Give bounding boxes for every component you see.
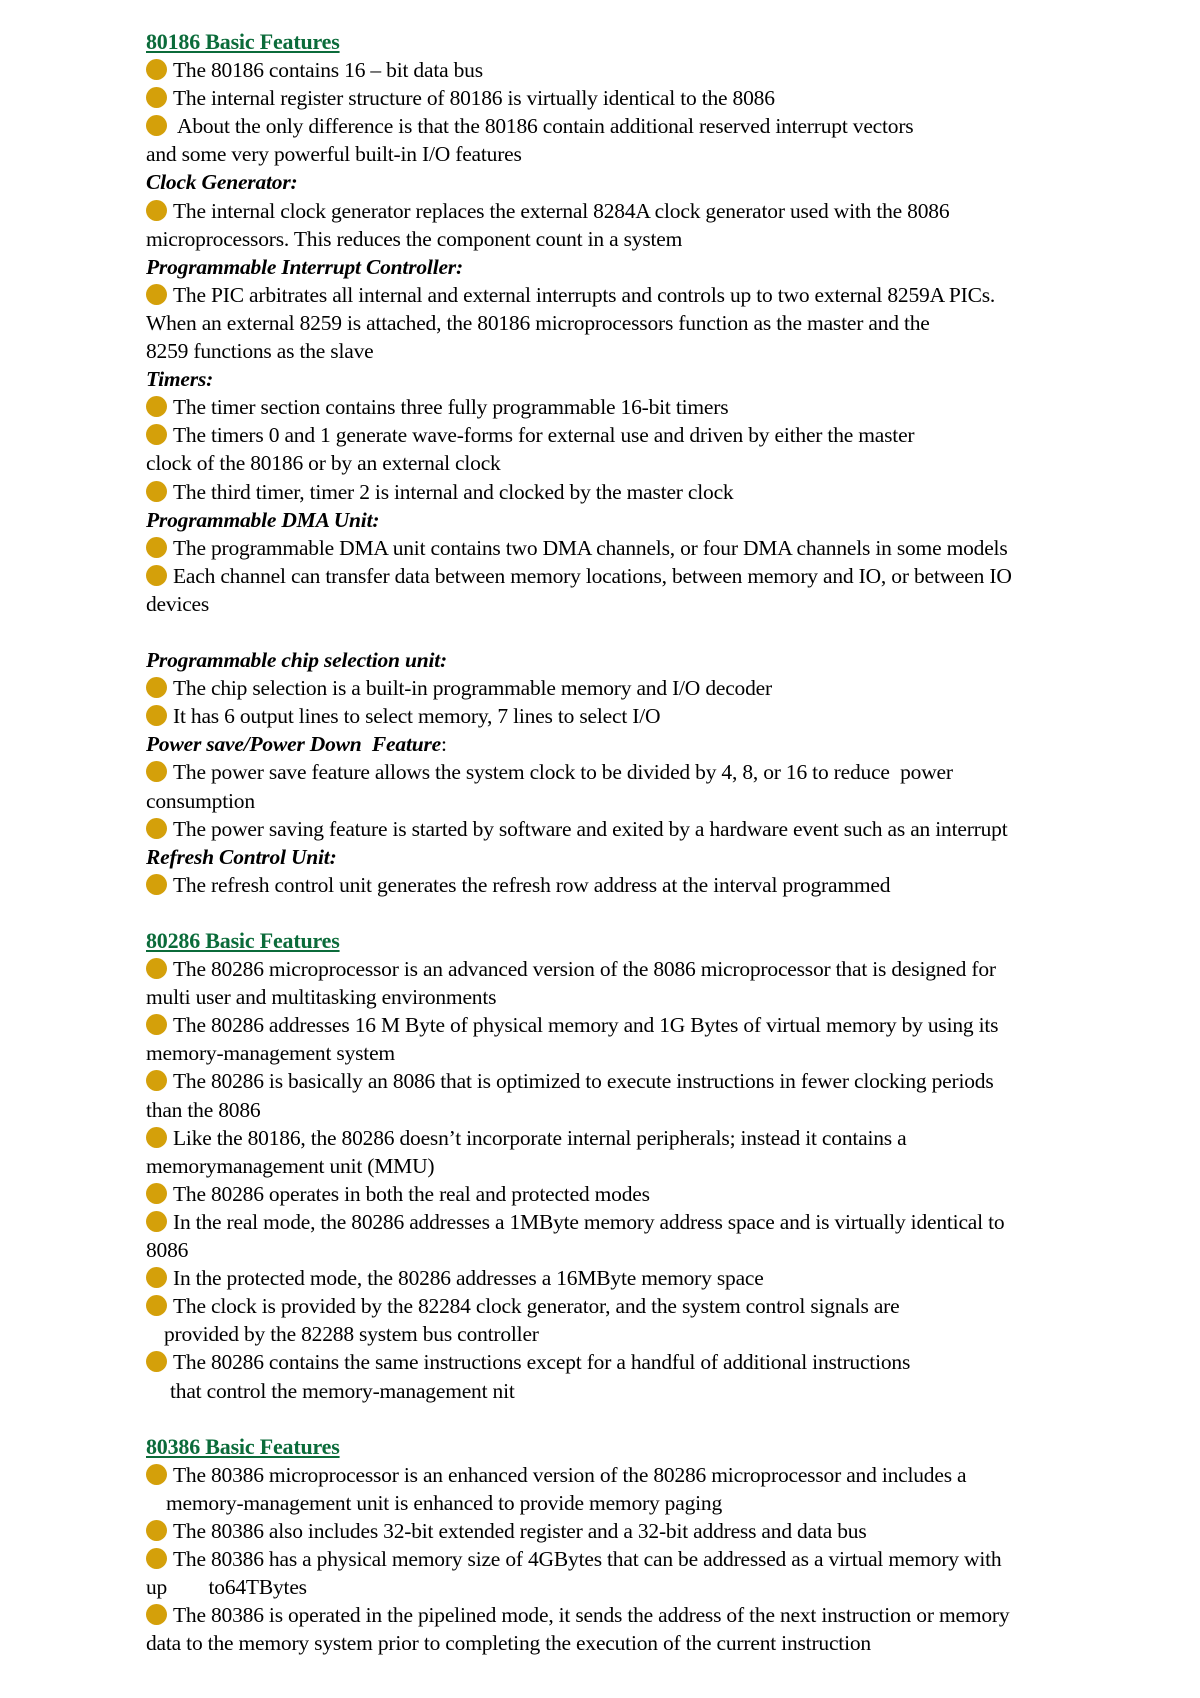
bullet-item (146, 1124, 1156, 1152)
bullet-text: that control the memory-management nit (170, 1378, 515, 1403)
bullet-item (146, 871, 1156, 899)
subheading-text: Programmable Interrupt Controller: (146, 254, 463, 279)
bullet-item (146, 955, 1156, 983)
bullet-text: The PIC arbitrates all internal and external interrupts and controls up to two external 8259A PICs. (173, 282, 996, 307)
bullet-item (146, 84, 1156, 112)
bullet-dot-icon (146, 1548, 167, 1569)
bullet-dot-icon (146, 1520, 167, 1541)
bullet-dot-icon (146, 1183, 167, 1204)
bullet-item (146, 702, 1156, 730)
subheading (146, 506, 1156, 534)
bullet-dot-icon (146, 1211, 167, 1232)
bullet-text: Each channel can transfer data between memory locations, between memory and IO, or between IO (173, 563, 1012, 588)
bullet-continuation (146, 1377, 1156, 1405)
bullet-item (146, 534, 1156, 562)
subheading (146, 365, 1156, 393)
bullet-text: 8086 (146, 1238, 189, 1263)
bullet-item (146, 1545, 1156, 1573)
subheading-text: Clock Generator: (146, 170, 298, 195)
bullet-text: The 80286 addresses 16 M Byte of physical memory and 1G Bytes of virtual memory by using its (173, 1013, 999, 1038)
subheading-text: Programmable DMA Unit: (146, 507, 380, 532)
bullet-text: The programmable DMA unit contains two DMA channels, or four DMA channels in some models (173, 535, 1008, 560)
bullet-text: microprocessors. This reduces the component count in a system (146, 226, 683, 251)
bullet-text: memory-management unit is enhanced to provide memory paging (166, 1490, 722, 1515)
section-heading (146, 1433, 1156, 1461)
bullet-item (146, 815, 1156, 843)
bullet-text: The power saving feature is started by software and exited by a hardware event such as an interrupt (173, 816, 1008, 841)
bullet-dot-icon (146, 481, 167, 502)
bullet-text: The timers 0 and 1 generate wave-forms for external use and driven by either the master (173, 423, 915, 448)
bullet-text: The clock is provided by the 82284 clock generator, and the system control signals are (173, 1294, 900, 1319)
bullet-dot-icon (146, 396, 167, 417)
bullet-text: The 80386 also includes 32-bit extended register and a 32-bit address and data bus (173, 1518, 867, 1543)
bullet-text: The 80386 is operated in the pipelined mode, it sends the address of the next instruction or memory (173, 1603, 1010, 1628)
bullet-text: The 80186 contains 16 – bit data bus (173, 58, 483, 83)
bullet-item (146, 421, 1156, 449)
bullet-text: In the protected mode, the 80286 addresses a 16MByte memory space (173, 1266, 764, 1291)
bullet-text: up to64TBytes (146, 1575, 307, 1600)
bullet-dot-icon (146, 59, 167, 80)
bullet-continuation (146, 1573, 1156, 1601)
subheading-text: Power save/Power Down Feature (146, 732, 441, 757)
bullet-dot-icon (146, 284, 167, 305)
bullet-text: The 80286 contains the same instructions except for a handful of additional instructions (173, 1350, 911, 1375)
bullet-text: The power save feature allows the system clock to be divided by 4, 8, or 16 to reduce power (173, 760, 953, 785)
bullet-dot-icon (146, 705, 167, 726)
bullet-item (146, 56, 1156, 84)
bullet-text: The timer section contains three fully programmable 16-bit timers (173, 395, 729, 420)
bullet-continuation (146, 1629, 1156, 1657)
paragraph-gap (146, 618, 1156, 646)
subheading (146, 843, 1156, 871)
bullet-text: The third timer, timer 2 is internal and clocked by the master clock (173, 479, 734, 504)
bullet-text: than the 8086 (146, 1097, 261, 1122)
bullet-continuation (146, 1320, 1156, 1348)
bullet-text: The chip selection is a built-in programmable memory and I/O decoder (173, 676, 772, 701)
bullet-text: The 80286 operates in both the real and protected modes (173, 1181, 650, 1206)
bullet-continuation (146, 337, 1156, 365)
bullet-text: multi user and multitasking environments (146, 985, 497, 1010)
bullet-continuation (146, 1039, 1156, 1067)
bullet-dot-icon (146, 1295, 167, 1316)
bullet-item (146, 562, 1156, 590)
bullet-text: devices (146, 591, 210, 616)
bullet-dot-icon (146, 1351, 167, 1372)
bullet-dot-icon (146, 200, 167, 221)
subheading (146, 730, 1156, 758)
bullet-text: The 80386 microprocessor is an enhanced version of the 80286 microprocessor and includes a (173, 1462, 967, 1487)
bullet-dot-icon (146, 1604, 167, 1625)
section-heading-text: 80186 Basic Features (146, 29, 340, 54)
bullet-dot-icon (146, 1014, 167, 1035)
bullet-continuation (146, 1236, 1156, 1264)
bullet-item (146, 197, 1156, 225)
bullet-dot-icon (146, 1070, 167, 1091)
bullet-continuation (146, 983, 1156, 1011)
bullet-continuation (146, 225, 1156, 253)
bullet-text: The 80386 has a physical memory size of 4GBytes that can be addressed as a virtual memory with (173, 1547, 1002, 1572)
subheading-suffix: : (441, 732, 447, 757)
bullet-item (146, 1292, 1156, 1320)
bullet-item (146, 1348, 1156, 1376)
bullet-dot-icon (146, 115, 167, 136)
bullet-dot-icon (146, 761, 167, 782)
bullet-text: consumption (146, 788, 255, 813)
subheading (146, 646, 1156, 674)
bullet-dot-icon (146, 537, 167, 558)
bullet-item (146, 112, 1156, 140)
bullet-text: The internal register structure of 80186 is virtually identical to the 8086 (173, 86, 775, 111)
bullet-text: data to the memory system prior to completing the execution of the current instruction (146, 1631, 871, 1656)
bullet-text: 8259 functions as the slave (146, 339, 374, 364)
bullet-text: The internal clock generator replaces the external 8284A clock generator used with the 8086 (173, 198, 950, 223)
bullet-item (146, 758, 1156, 786)
bullet-item (146, 393, 1156, 421)
bullet-continuation (146, 1152, 1156, 1180)
bullet-dot-icon (146, 874, 167, 895)
bullet-text: About the only difference is that the 80186 contain additional reserved interrupt vectors (173, 114, 914, 139)
bullet-dot-icon (146, 565, 167, 586)
bullet-item (146, 674, 1156, 702)
bullet-text: The refresh control unit generates the refresh row address at the interval programmed (173, 872, 891, 897)
section-heading (146, 28, 1156, 56)
bullet-item (146, 1601, 1156, 1629)
section-heading (146, 927, 1156, 955)
bullet-item (146, 1517, 1156, 1545)
bullet-item (146, 1264, 1156, 1292)
bullet-dot-icon (146, 1464, 167, 1485)
bullet-continuation (146, 449, 1156, 477)
bullet-item (146, 1461, 1156, 1489)
bullet-text: When an external 8259 is attached, the 80186 microprocessors function as the master and the (146, 310, 930, 335)
bullet-text: provided by the 82288 system bus controller (164, 1322, 539, 1347)
section-heading-text: 80386 Basic Features (146, 1433, 340, 1459)
bullet-dot-icon (146, 424, 167, 445)
bullet-text: It has 6 output lines to select memory, 7 lines to select I/O (173, 704, 661, 729)
subheading-text: Programmable chip selection unit: (146, 648, 447, 673)
bullet-continuation (146, 1489, 1156, 1517)
paragraph-gap (146, 899, 1156, 927)
bullet-dot-icon (146, 818, 167, 839)
bullet-dot-icon (146, 958, 167, 979)
bullet-item (146, 1011, 1156, 1039)
bullet-continuation (146, 140, 1156, 168)
subheading-text: Refresh Control Unit: (146, 844, 337, 869)
bullet-dot-icon (146, 87, 167, 108)
bullet-text: memory-management system (146, 1041, 395, 1066)
bullet-dot-icon (146, 677, 167, 698)
bullet-text: Like the 80186, the 80286 doesn’t incorporate internal peripherals; instead it contains a (173, 1125, 907, 1150)
bullet-continuation (146, 590, 1156, 618)
bullet-text: The 80286 microprocessor is an advanced version of the 8086 microprocessor that is designed for (173, 957, 996, 982)
bullet-text: and some very powerful built-in I/O features (146, 142, 522, 167)
bullet-text: memorymanagement unit (MMU) (146, 1153, 435, 1178)
bullet-continuation (146, 309, 1156, 337)
bullet-item (146, 281, 1156, 309)
bullet-text: In the real mode, the 80286 addresses a 1MByte memory address space and is virtually identical to (173, 1209, 1005, 1234)
section-heading-text: 80286 Basic Features (146, 928, 340, 953)
document-body (146, 28, 1156, 1657)
bullet-continuation (146, 1096, 1156, 1124)
bullet-dot-icon (146, 1127, 167, 1148)
bullet-continuation (146, 787, 1156, 815)
paragraph-gap (146, 1405, 1156, 1433)
bullet-text: clock of the 80186 or by an external clock (146, 451, 501, 476)
bullet-dot-icon (146, 1267, 167, 1288)
bullet-item (146, 1208, 1156, 1236)
subheading (146, 253, 1156, 281)
bullet-item (146, 478, 1156, 506)
bullet-item (146, 1180, 1156, 1208)
subheading-text: Timers: (146, 367, 214, 392)
bullet-text: The 80286 is basically an 8086 that is optimized to execute instructions in fewer clocking periods (173, 1069, 994, 1094)
subheading (146, 168, 1156, 196)
bullet-item (146, 1067, 1156, 1095)
